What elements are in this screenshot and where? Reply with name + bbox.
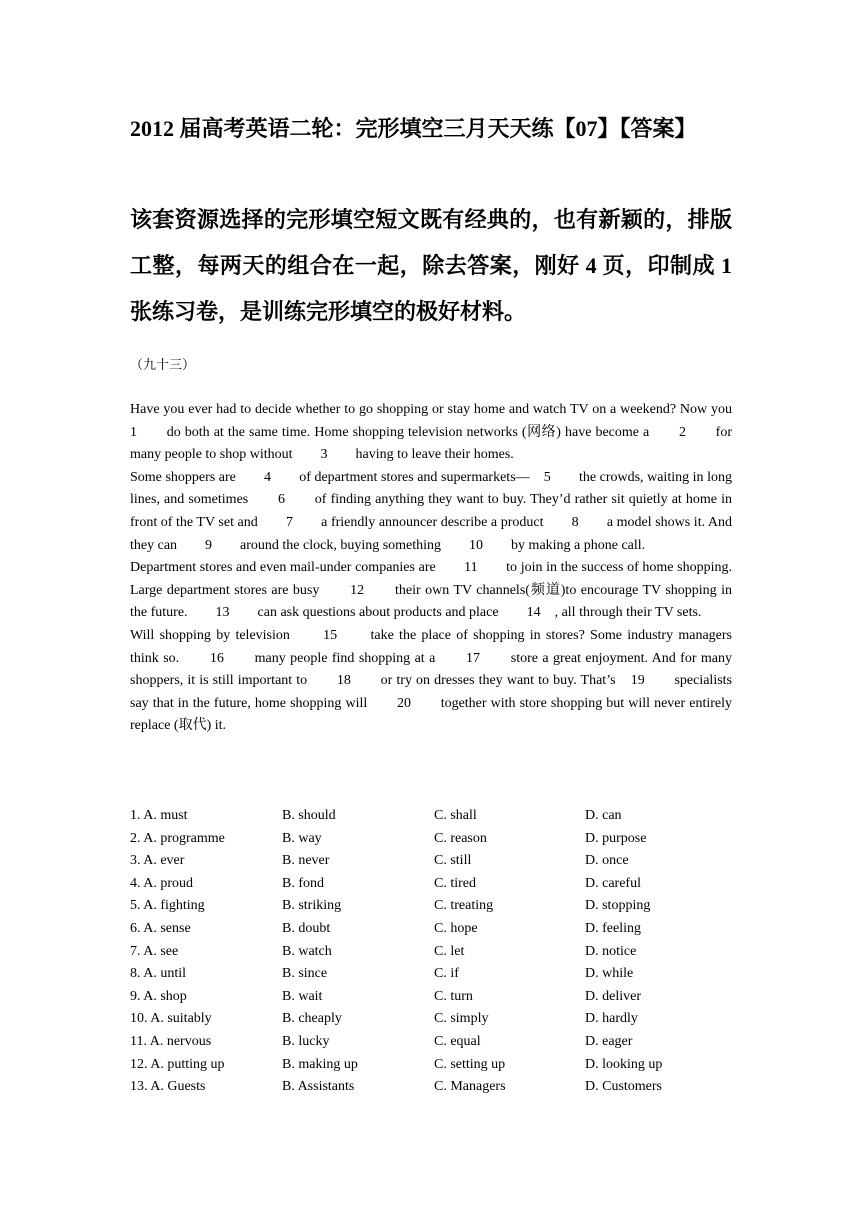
passage-paragraph: Have you ever had to decide whether to go shopping or stay home and watch TV on a weekend? Now you 1 do both at the same time. Home shopping television networks (网络) have become a 2 for many people to shop without 3 having to leave their homes.	[130, 402, 760, 463]
option-c: C. still	[434, 853, 472, 869]
option-row	[130, 1054, 740, 1077]
option-d: D. once	[585, 853, 629, 869]
option-d: D. purpose	[585, 830, 647, 846]
cloze-passage	[130, 399, 760, 738]
option-b: B. should	[282, 808, 336, 823]
option-c: C. Managers	[434, 1079, 506, 1095]
option-row	[130, 805, 740, 828]
option-c: C. equal	[434, 1033, 481, 1049]
option-row	[130, 1008, 740, 1031]
option-row	[130, 986, 740, 1009]
options-list	[130, 805, 740, 1099]
option-a: 12. A. putting up	[130, 1056, 225, 1072]
option-b: B. watch	[282, 943, 332, 959]
option-d: D. hardly	[585, 1011, 638, 1027]
option-b: B. never	[282, 853, 330, 869]
option-a: 2. A. programme	[130, 830, 225, 846]
option-d: D. eager	[585, 1033, 633, 1049]
option-row	[130, 873, 740, 896]
option-d: D. Customers	[585, 1079, 662, 1095]
option-a: 3. A. ever	[130, 853, 185, 869]
option-c: C. setting up	[434, 1056, 506, 1072]
option-row	[130, 828, 740, 851]
option-row	[130, 1076, 740, 1099]
passage-paragraph: Department stores and even mail-under companies are 11 to join in the success of home shopping. Large department stores are busy 12 their own TV channels(频道)to encourage TV shopping in the future. 13 can ask questions about products and place 14 , all through their TV sets.	[130, 560, 732, 621]
option-b: B. way	[282, 830, 322, 846]
option-a: 11. A. nervous	[130, 1033, 212, 1049]
option-row	[130, 850, 740, 873]
option-a: 9. A. shop	[130, 988, 187, 1004]
option-c: C. reason	[434, 830, 487, 846]
option-d: D. feeling	[585, 920, 641, 936]
passage-paragraph: Will shopping by television 15 take the place of shopping in stores? Some industry managers think so. 16 many people find shopping at a 17 store a great enjoyment. And for many shoppers, it is still important to 18 or try on dresses they want to buy. That’s 19 specialists say that in the future, home shopping will 20 together with store shopping but will never entirely replace (取代) it.	[130, 627, 732, 734]
option-a: 5. A. fighting	[130, 898, 205, 914]
option-d: D. notice	[585, 943, 637, 959]
option-a: 6. A. sense	[130, 920, 191, 936]
option-d: D. while	[585, 966, 634, 982]
option-d: D. careful	[585, 875, 641, 891]
section-label: （九十三）	[130, 357, 196, 372]
option-row	[130, 941, 740, 964]
option-c: C. turn	[434, 988, 473, 1004]
option-a: 1. A. must	[130, 808, 188, 823]
option-row	[130, 918, 740, 941]
option-c: C. let	[434, 943, 465, 959]
option-a: 8. A. until	[130, 966, 187, 982]
passage-paragraph: Some shoppers are 4 of department stores and supermarkets— 5 the crowds, waiting in long lines, and sometimes 6 of finding anything they want to buy. They’d rather sit quietly at home in front of the TV set and 7 a friendly announcer describe a product 8 a model shows it. And they can 9 around the clock, buying something 10 by making a phone call.	[130, 469, 732, 553]
option-row	[130, 1031, 740, 1054]
option-a: 10. A. suitably	[130, 1011, 212, 1027]
option-b: B. fond	[282, 875, 324, 891]
option-b: B. cheaply	[282, 1011, 342, 1027]
option-c: C. tired	[434, 875, 476, 891]
option-d: D. looking up	[585, 1056, 663, 1072]
option-c: C. shall	[434, 808, 477, 823]
option-row	[130, 963, 740, 986]
option-a: 4. A. proud	[130, 875, 193, 891]
option-d: D. deliver	[585, 988, 641, 1004]
option-b: B. doubt	[282, 920, 331, 936]
option-c: C. treating	[434, 898, 494, 914]
option-row	[130, 895, 740, 918]
document-title: 2012 届高考英语二轮：完形填空三月天天练【07】【答案】	[130, 116, 697, 141]
option-d: D. can	[585, 808, 622, 823]
option-c: C. simply	[434, 1011, 489, 1027]
intro-paragraph: 该套资源选择的完形填空短文既有经典的，也有新颖的，排版工整，每两天的组合在一起，除去答案，刚好 4 页，印制成 1 张练习卷，是训练完形填空的极好材料。	[130, 207, 732, 324]
option-a: 13. A. Guests	[130, 1079, 206, 1095]
option-b: B. lucky	[282, 1033, 330, 1049]
option-b: B. since	[282, 966, 328, 982]
option-a: 7. A. see	[130, 943, 179, 959]
option-c: C. if	[434, 966, 459, 982]
option-c: C. hope	[434, 920, 478, 936]
option-b: B. wait	[282, 988, 323, 1004]
option-b: B. Assistants	[282, 1079, 355, 1095]
option-d: D. stopping	[585, 898, 651, 914]
option-b: B. making up	[282, 1056, 358, 1072]
option-b: B. striking	[282, 898, 342, 914]
